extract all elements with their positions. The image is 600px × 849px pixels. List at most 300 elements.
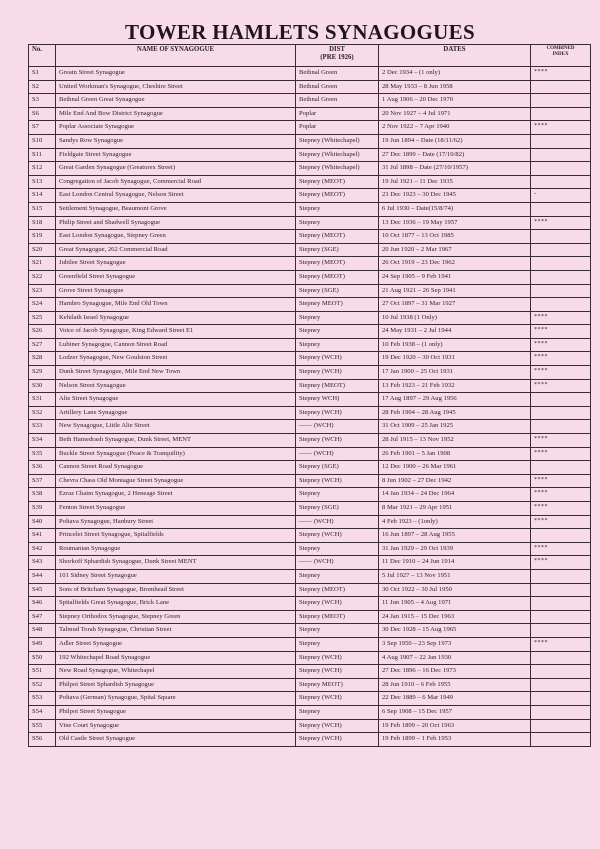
synagogue-name: Lubiner Synagogue, Cannon Street Road	[56, 338, 296, 352]
table-row	[29, 569, 591, 583]
synagogue-name: Great Synagogue, 262 Commercial Road	[56, 243, 296, 257]
table-row	[29, 67, 591, 81]
synagogue-name: Mile End And Bow District Synagogue	[56, 107, 296, 121]
row-number: S53	[29, 692, 56, 706]
district: Stepney	[296, 542, 379, 556]
synagogue-name: New Road Synagogue, Whitechapel	[56, 665, 296, 679]
district: Stepney (WCH)	[296, 719, 379, 733]
synagogue-name: 192 Whitechapel Road Synagogue	[56, 651, 296, 665]
row-number: S40	[29, 515, 56, 529]
row-number: S32	[29, 406, 56, 420]
row-number: S54	[29, 705, 56, 719]
district: Stepney (SGE)	[296, 502, 379, 516]
district: Poplar	[296, 107, 379, 121]
dates: 13 Feb 1923 – 21 Feb 1932	[379, 379, 531, 393]
district: Stepney	[296, 705, 379, 719]
table-row	[29, 148, 591, 162]
district: Stepney (MEOT)	[296, 257, 379, 271]
table-row	[29, 610, 591, 624]
synagogue-name: Vine Court Synagogue	[56, 719, 296, 733]
dates: 8 Mar 1921 – 29 Apr 1951	[379, 502, 531, 516]
synagogue-name: East London Central Synagogue, Nelson Street	[56, 189, 296, 203]
combined-index	[531, 298, 591, 312]
synagogue-name: Settlement Synagogue, Beaumont Grove	[56, 202, 296, 216]
table-row	[29, 515, 591, 529]
header-index-label: COMBINED	[546, 46, 575, 51]
combined-index	[531, 624, 591, 638]
dates: 6 Jul 1930 – Date(15/8/74)	[379, 202, 531, 216]
dates: 19 Jun 1894 – Date (18/11/62)	[379, 134, 531, 148]
district: Stepney (MEOT)	[296, 230, 379, 244]
row-number: S24	[29, 298, 56, 312]
table-row	[29, 542, 591, 556]
table-row	[29, 352, 591, 366]
district: Stepney	[296, 338, 379, 352]
dates: 30 Dec 1928 – 15 Aug 1965	[379, 624, 531, 638]
dates: 19 Jul 1921 – 11 Dec 1935	[379, 175, 531, 189]
row-number: S51	[29, 665, 56, 679]
synagogue-name: Poplar Associate Synagogue	[56, 121, 296, 135]
synagogue-name: Congregation of Jacob Synagogue, Commercial Road	[56, 175, 296, 189]
row-number: S35	[29, 447, 56, 461]
synagogue-name: Shorkoff Sphardish Synagogue, Dunk Street MENT	[56, 556, 296, 570]
district: Stepney (SGE)	[296, 461, 379, 475]
combined-index: -	[531, 189, 591, 203]
dates: 27 Dec 1899 – Date (17/10/82)	[379, 148, 531, 162]
row-number: S30	[29, 379, 56, 393]
district: Stepney (MEOT)	[296, 175, 379, 189]
combined-index	[531, 284, 591, 298]
dates: 21 Aug 1921 – 26 Sep 1941	[379, 284, 531, 298]
combined-index	[531, 610, 591, 624]
district: Stepney (MEOT)	[296, 189, 379, 203]
table-row	[29, 651, 591, 665]
synagogue-name: Roumanian Synagogue	[56, 542, 296, 556]
row-number: S22	[29, 270, 56, 284]
district: Stepney (WCH)	[296, 366, 379, 380]
district: Stepney	[296, 569, 379, 583]
table-row	[29, 270, 591, 284]
table-row	[29, 529, 591, 543]
synagogue-name: Voice of Jacob Synagogue, King Edward Street E1	[56, 325, 296, 339]
row-number: S23	[29, 284, 56, 298]
row-number: S11	[29, 148, 56, 162]
synagogue-name: 101 Sidney Street Synagogue	[56, 569, 296, 583]
combined-index	[531, 651, 591, 665]
dates: 26 Oct 1919 – 23 Dec 1962	[379, 257, 531, 271]
synagogue-name: East London Synagogue, Stepney Green	[56, 230, 296, 244]
dates: 22 Dec 1889 – 6 Mar 1949	[379, 692, 531, 706]
district: Stepney	[296, 216, 379, 230]
combined-index: ****	[531, 338, 591, 352]
synagogue-name: Adler Street Synagogue	[56, 637, 296, 651]
table-row	[29, 447, 591, 461]
district: Stepney (WCH)	[296, 651, 379, 665]
synagogue-name: Old Castle Street Synagogue	[56, 733, 296, 747]
dates: 19 Feb 1899 – 1 Feb 1953	[379, 733, 531, 747]
dates: 19 Feb 1899 – 20 Oct 1963	[379, 719, 531, 733]
table-row	[29, 719, 591, 733]
dates: 1 Aug 1906 – 20 Dec 1970	[379, 94, 531, 108]
synagogue-name: Alie Street Synagogue	[56, 393, 296, 407]
table-row	[29, 420, 591, 434]
table-row	[29, 243, 591, 257]
table-row	[29, 175, 591, 189]
combined-index	[531, 270, 591, 284]
table-row	[29, 502, 591, 516]
table-row	[29, 80, 591, 94]
dates: 6 Sep 1908 – 15 Dec 1957	[379, 705, 531, 719]
row-number: S29	[29, 366, 56, 380]
table-row	[29, 406, 591, 420]
row-number: S50	[29, 651, 56, 665]
synagogue-name: Bethnal Green Great Synagogue	[56, 94, 296, 108]
district: Stepney (WCH)	[296, 529, 379, 543]
row-number: S14	[29, 189, 56, 203]
dates: 14 Jan 1934 – 24 Dec 1964	[379, 488, 531, 502]
table-row	[29, 107, 591, 121]
table-row	[29, 366, 591, 380]
combined-index: ****	[531, 488, 591, 502]
combined-index	[531, 406, 591, 420]
table-row	[29, 461, 591, 475]
combined-index	[531, 665, 591, 679]
table-row	[29, 379, 591, 393]
district: —— (WCH)	[296, 515, 379, 529]
dates: 30 Oct 1922 – 30 Jul 1950	[379, 583, 531, 597]
page-title: TOWER HAMLETS SYNAGOGUES	[125, 20, 475, 44]
synagogue-name: Dunk Street Synagogue, Mile End New Town	[56, 366, 296, 380]
table-row	[29, 624, 591, 638]
combined-index	[531, 583, 591, 597]
row-number: S41	[29, 529, 56, 543]
synagogue-name: United Workman's Synagogue, Cheshire Street	[56, 80, 296, 94]
district: Stepney	[296, 311, 379, 325]
synagogue-name: Spitalfields Great Synagogue, Brick Lane	[56, 597, 296, 611]
synagogue-name: Ezraz Chaim Synagogue, 2 Heneage Street	[56, 488, 296, 502]
dates: 31 Jan 1929 – 29 Oct 1939	[379, 542, 531, 556]
synagogue-name: Sandys Row Synagogue	[56, 134, 296, 148]
dates: 4 Feb 1923 – (1only)	[379, 515, 531, 529]
synagogue-name: Great Garden Synagogue (Greatorex Street)	[56, 162, 296, 176]
header-index	[531, 45, 591, 67]
district: Bethnal Green	[296, 94, 379, 108]
row-number: S46	[29, 597, 56, 611]
combined-index	[531, 134, 591, 148]
dates: 11 Jun 1905 – 4 Aug 1971	[379, 597, 531, 611]
combined-index	[531, 230, 591, 244]
row-number: S37	[29, 474, 56, 488]
dates: 10 Feb 1938 – (1 only)	[379, 338, 531, 352]
district: Stepney (MEOT)	[296, 583, 379, 597]
combined-index: ****	[531, 447, 591, 461]
combined-index: ****	[531, 311, 591, 325]
district: Stepney	[296, 325, 379, 339]
combined-index	[531, 162, 591, 176]
district: Stepney (Whitechapel)	[296, 148, 379, 162]
table-row	[29, 189, 591, 203]
row-number: S15	[29, 202, 56, 216]
district: Stepney	[296, 202, 379, 216]
district: Stepney (WCH)	[296, 692, 379, 706]
dates: 13 Dec 1936 – 19 May 1957	[379, 216, 531, 230]
district: Stepney (SGE)	[296, 284, 379, 298]
dates: 10 Jul 1938 (1 Only)	[379, 311, 531, 325]
table-row	[29, 230, 591, 244]
dates: 23 Dec 1923 – 30 Dec 1945	[379, 189, 531, 203]
table-body	[29, 67, 591, 747]
row-number: S27	[29, 338, 56, 352]
synagogue-name: Fieldgate Street Synagogue	[56, 148, 296, 162]
dates: 28 Jul 1915 – 13 Nov 1952	[379, 434, 531, 448]
district: Poplar	[296, 121, 379, 135]
row-number: S13	[29, 175, 56, 189]
combined-index	[531, 461, 591, 475]
row-number: S26	[29, 325, 56, 339]
synagogue-name: Fenton Street Synagogue	[56, 502, 296, 516]
dates: 24 Sep 1905 – 9 Feb 1941	[379, 270, 531, 284]
dates: 20 Nov 1927 – 4 Jul 1971	[379, 107, 531, 121]
table-row	[29, 284, 591, 298]
row-number: S12	[29, 162, 56, 176]
synagogue-name: Chevra Chass Old Montague Street Synagogue	[56, 474, 296, 488]
district: Stepney (MEOT)	[296, 270, 379, 284]
synagogue-name: Princelet Street Synagogue, Spitalfields	[56, 529, 296, 543]
combined-index	[531, 257, 591, 271]
dates: 3 Sep 1950 – 23 Sep 1973	[379, 637, 531, 651]
combined-index: ****	[531, 379, 591, 393]
dates: 17 Jan 1900 – 25 Oct 1931	[379, 366, 531, 380]
dates: 28 Jun 1910 – 6 Feb 1955	[379, 678, 531, 692]
row-number: S25	[29, 311, 56, 325]
table-row	[29, 134, 591, 148]
table-row	[29, 678, 591, 692]
dates: 26 Feb 1901 – 5 Jan 1908	[379, 447, 531, 461]
table-row	[29, 94, 591, 108]
header-no: No.	[29, 45, 56, 67]
combined-index: ****	[531, 216, 591, 230]
synagogue-name: Artillery Lane Synagogue	[56, 406, 296, 420]
combined-index: ****	[531, 556, 591, 570]
row-number: S52	[29, 678, 56, 692]
synagogue-table	[28, 44, 591, 747]
synagogue-name: Buckle Street Synagogue (Peace & Tranquility)	[56, 447, 296, 461]
row-number: S48	[29, 624, 56, 638]
dates: 16 Jun 1897 – 28 Aug 1955	[379, 529, 531, 543]
row-number: S55	[29, 719, 56, 733]
table-row	[29, 556, 591, 570]
header-dates: DATES	[379, 45, 531, 67]
row-number: S36	[29, 461, 56, 475]
header-dist	[296, 45, 379, 67]
row-number: S39	[29, 502, 56, 516]
table-row	[29, 583, 591, 597]
combined-index	[531, 243, 591, 257]
district: Stepney (SGE)	[296, 243, 379, 257]
table-row	[29, 162, 591, 176]
row-number: S44	[29, 569, 56, 583]
table-row	[29, 705, 591, 719]
dates: 17 Aug 1897 – 29 Aug 1956	[379, 393, 531, 407]
combined-index	[531, 705, 591, 719]
combined-index: ****	[531, 637, 591, 651]
combined-index	[531, 529, 591, 543]
synagogue-name: Beth Hamedrash Synagogue, Dunk Street, MENT	[56, 434, 296, 448]
row-number: S38	[29, 488, 56, 502]
combined-index	[531, 678, 591, 692]
synagogue-name: Philpot Street Synagogue	[56, 705, 296, 719]
table-row	[29, 325, 591, 339]
header-index-sub: INDEX	[552, 52, 569, 57]
row-number: S34	[29, 434, 56, 448]
table-row	[29, 298, 591, 312]
synagogue-name: Sons of Britcham Synagogue, Bromhead Street	[56, 583, 296, 597]
district: Stepney WCH)	[296, 393, 379, 407]
district: Stepney (WCH)	[296, 665, 379, 679]
row-number: S28	[29, 352, 56, 366]
district: Bethnal Green	[296, 67, 379, 81]
combined-index	[531, 107, 591, 121]
combined-index	[531, 393, 591, 407]
dates: 27 Dec 1896 – 16 Dec 1973	[379, 665, 531, 679]
district: Stepney (WCH)	[296, 474, 379, 488]
synagogue-name: Greatn Street Synagogue	[56, 67, 296, 81]
row-number: S1	[29, 67, 56, 81]
row-number: S18	[29, 216, 56, 230]
combined-index	[531, 597, 591, 611]
district: Bethnal Green	[296, 80, 379, 94]
combined-index: ****	[531, 325, 591, 339]
district: Stepney (Whitechapel)	[296, 162, 379, 176]
table-row	[29, 257, 591, 271]
dates: 31 Oct 1909 – 25 Jan 1925	[379, 420, 531, 434]
row-number: S42	[29, 542, 56, 556]
combined-index	[531, 80, 591, 94]
table-row	[29, 216, 591, 230]
table-row	[29, 121, 591, 135]
header-dist-label: DIST	[329, 46, 345, 53]
combined-index: ****	[531, 474, 591, 488]
district: —— (WCH)	[296, 556, 379, 570]
synagogue-name: Talmud Torah Synagogue, Christian Street	[56, 624, 296, 638]
row-number: S31	[29, 393, 56, 407]
table-row	[29, 597, 591, 611]
combined-index	[531, 202, 591, 216]
synagogue-name: Lodzer Synagogue, New Goulston Street	[56, 352, 296, 366]
synagogue-name: Nelson Street Synagogue	[56, 379, 296, 393]
synagogue-name: New Synagogue, Little Alie Street	[56, 420, 296, 434]
row-number: S21	[29, 257, 56, 271]
synagogue-name: Philip Street and Shadwell Synagogue	[56, 216, 296, 230]
district: Stepney (WCH)	[296, 733, 379, 747]
synagogue-name: Poltava Synagogue, Hanbury Street	[56, 515, 296, 529]
dates: 4 Aug 1907 – 22 Jan 1930	[379, 651, 531, 665]
dates: 20 Jun 1920 – 2 Mar 1967	[379, 243, 531, 257]
dates: 19 Dec 1920 – 30 Oct 1931	[379, 352, 531, 366]
combined-index: ****	[531, 366, 591, 380]
dates: 2 Nov 1922 – 7 Apr 1940	[379, 121, 531, 135]
synagogue-name: Hambro Synagogue, Mile End Old Town	[56, 298, 296, 312]
table-row	[29, 665, 591, 679]
combined-index: ****	[531, 352, 591, 366]
table-row	[29, 393, 591, 407]
combined-index	[531, 420, 591, 434]
row-number: S2	[29, 80, 56, 94]
table-row	[29, 202, 591, 216]
district: —— (WCH)	[296, 447, 379, 461]
district: Stepney (WCH)	[296, 434, 379, 448]
dates: 27 Oct 1897 – 31 Mar 1927	[379, 298, 531, 312]
synagogue-name: Cannon Street Road Synagogue	[56, 461, 296, 475]
district: Stepney (WCH)	[296, 352, 379, 366]
row-number: S20	[29, 243, 56, 257]
dates: 8 Jun 1902 – 27 Dec 1942	[379, 474, 531, 488]
dates: 5 Jul 1927 – 13 Nov 1951	[379, 569, 531, 583]
header-name: NAME OF SYNAGOGUE	[56, 45, 296, 67]
dates: 2 Dec 1934 – (1 only)	[379, 67, 531, 81]
district: Stepney	[296, 624, 379, 638]
table-row	[29, 434, 591, 448]
combined-index	[531, 569, 591, 583]
district: Stepney (Whitechapel)	[296, 134, 379, 148]
dates: 24 Jan 1915 – 15 Dec 1963	[379, 610, 531, 624]
combined-index	[531, 148, 591, 162]
synagogue-name: Jubilee Street Synagogue	[56, 257, 296, 271]
row-number: S3	[29, 94, 56, 108]
row-number: S45	[29, 583, 56, 597]
synagogue-name: Greenfield Street Synagogue	[56, 270, 296, 284]
combined-index: ****	[531, 502, 591, 516]
district: Stepney	[296, 488, 379, 502]
dates: 24 May 1931 – 2 Jul 1944	[379, 325, 531, 339]
row-number: S33	[29, 420, 56, 434]
district: Stepney (WCH)	[296, 406, 379, 420]
row-number: S49	[29, 637, 56, 651]
row-number: S7	[29, 121, 56, 135]
row-number: S43	[29, 556, 56, 570]
combined-index: ****	[531, 434, 591, 448]
table-row	[29, 692, 591, 706]
row-number: S6	[29, 107, 56, 121]
combined-index	[531, 692, 591, 706]
combined-index	[531, 733, 591, 747]
combined-index	[531, 175, 591, 189]
row-number: S56	[29, 733, 56, 747]
synagogue-name: Kehilath Israel Synagogue	[56, 311, 296, 325]
combined-index: ****	[531, 121, 591, 135]
table-row	[29, 488, 591, 502]
dates: 12 Dec 1900 – 26 Mar 1961	[379, 461, 531, 475]
row-number: S19	[29, 230, 56, 244]
combined-index: ****	[531, 542, 591, 556]
combined-index	[531, 94, 591, 108]
synagogue-name: Stepney Orthodox Synagogue, Stepney Green	[56, 610, 296, 624]
combined-index	[531, 719, 591, 733]
synagogue-name: Grove Street Synagogue	[56, 284, 296, 298]
district: Stepney (WCH)	[296, 597, 379, 611]
row-number: S10	[29, 134, 56, 148]
district: —— (WCH)	[296, 420, 379, 434]
table-row	[29, 637, 591, 651]
dates: 31 Jul 1898 – Date (27/10/1957)	[379, 162, 531, 176]
row-number: S47	[29, 610, 56, 624]
district: Stepney MEOT)	[296, 298, 379, 312]
synagogue-name: Philpot Street Sphardish Synagogue	[56, 678, 296, 692]
dates: 28 May 1933 – 8 Jun 1958	[379, 80, 531, 94]
table-row	[29, 474, 591, 488]
dates: 11 Dec 1910 – 24 Jun 1914	[379, 556, 531, 570]
header-dist-sub: (PRE 1926)	[320, 54, 354, 61]
